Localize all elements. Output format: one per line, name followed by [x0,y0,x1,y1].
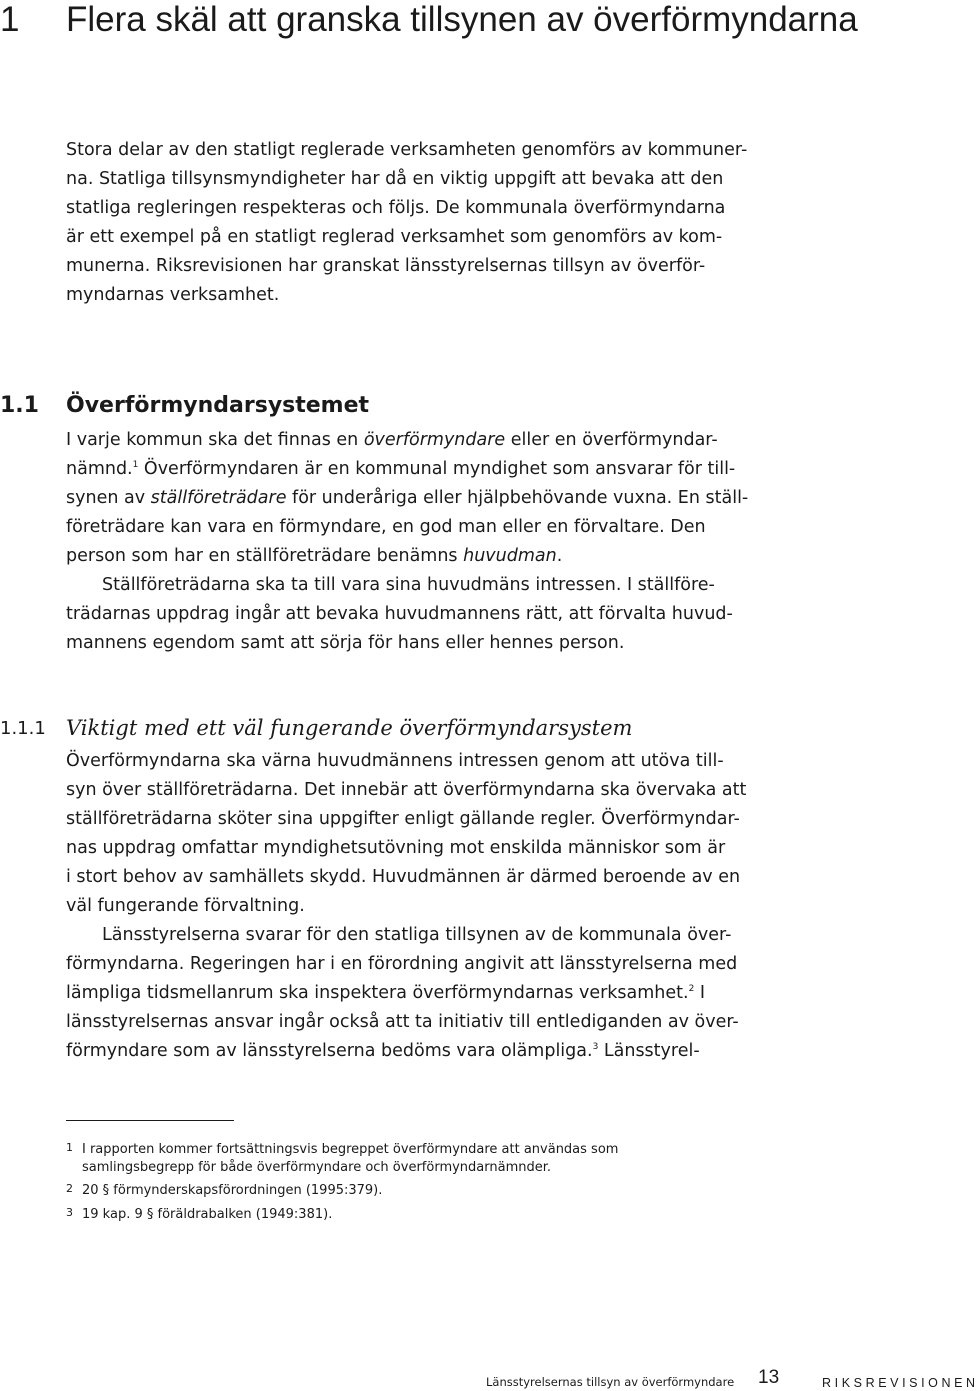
footnote-ref-3[interactable]: 3 [592,1042,599,1052]
chapter-title: Flera skäl att granska tillsynen av överförmyndarna [66,0,858,39]
subsection-line: Länsstyrelserna svarar för den statliga tillsynen av de kommunala över- [102,925,732,945]
intro-line: är ett exempel på en statligt reglerad verksamhet som genomförs av kom- [66,227,723,247]
subsection-number: 1.1.1 [0,718,46,739]
footnote-text: 20 § förmynderskapsförordningen (1995:379). [82,1183,383,1198]
subsection-title: Viktigt med ett väl fungerande överförmyndarsystem [66,716,633,740]
term-overformyndare: överförmyndare [363,430,506,450]
footnote-ref-1[interactable]: 1 [132,460,139,470]
intro-line: Stora delar av den statligt reglerade verksamheten genomförs av kommuner- [66,140,748,160]
term-stallforetradare: ställföreträdare [150,488,287,508]
intro-line: myndarnas verksamhet. [66,285,280,305]
footnote-text: samlingsbegrepp för både överförmyndare och överförmyndarnämnder. [82,1160,552,1175]
subsection-line: Överförmyndarna ska värna huvudmännens intressen genom att utöva till- [66,751,724,771]
subsection-line: länsstyrelsernas ansvar ingår också att ta initiativ till entlediganden av över- [66,1012,739,1032]
footnote-number: 2 [66,1182,73,1195]
section-line: Ställföreträdarna ska ta till vara sina huvudmäns intressen. I ställföre- [102,575,715,595]
page-number: 13 [758,1367,780,1388]
footnote-number: 1 [66,1141,73,1154]
subsection-line: i stort behov av samhällets skydd. Huvudmännen är därmed beroende av en [66,867,741,887]
term-huvudman: huvudman [463,546,557,566]
section-line: synen av ställföreträdare för underåriga eller hjälpbehövande vuxna. En ställ- [66,488,749,508]
intro-line: munerna. Riksrevisionen har granskat länsstyrelsernas tillsyn av överför- [66,256,706,276]
footnote-number: 3 [66,1206,73,1219]
section-line: person som har en ställföreträdare benämns huvudman. [66,546,563,566]
subsection-line: ställföreträdarna sköter sina uppgifter enligt gällande regler. Överförmyndar- [66,809,740,829]
footnote-divider [66,1120,234,1121]
intro-line: statliga regleringen respekteras och följs. De kommunala överförmyndarna [66,198,726,218]
footnote-text: I rapporten kommer fortsättningsvis begreppet överförmyndare att användas som [82,1142,619,1157]
section-line: företrädare kan vara en förmyndare, en god man eller en förvaltare. Den [66,517,706,537]
section-line: nämnd.$^1$ Överförmyndaren är en kommunal myndighet som ansvarar för till- [66,459,736,479]
subsection-line: förmyndarna. Regeringen har i en förordning angivit att länsstyrelserna med [66,954,738,974]
section-title: Överförmyndarsystemet [66,393,370,418]
intro-line: na. Statliga tillsynsmyndigheter har då en viktig uppgift att bevaka att den [66,169,724,189]
chapter-number: 1 [0,0,20,39]
footnote-ref-2[interactable]: 2 [688,984,695,994]
subsection-line: förmyndare som av länsstyrelserna bedöms vara olämpliga.$^3$ Länsstyrel- [66,1041,700,1061]
section-line: mannens egendom samt att sörja för hans eller hennes person. [66,633,625,653]
section-number: 1.1 [0,393,39,418]
subsection-line: väl fungerande förvaltning. [66,896,305,916]
footer-report-title: Länsstyrelsernas tillsyn av överförmyndare [486,1375,735,1389]
subsection-line: nas uppdrag omfattar myndighetsutövning mot enskilda människor som är [66,838,726,858]
section-line: trädarnas uppdrag ingår att bevaka huvudmannens rätt, att förvalta huvud- [66,604,733,624]
subsection-line: lämpliga tidsmellanrum ska inspektera överförmyndarnas verksamhet.$^2$ I [66,983,706,1003]
brand-wordmark: RIKSREVISIONEN [822,1376,979,1390]
section-line: I varje kommun ska det finnas en överförmyndare eller en överförmyndar- [66,430,718,450]
footnote-text: 19 kap. 9 § föräldrabalken (1949:381). [82,1207,333,1222]
subsection-line: syn över ställföreträdarna. Det innebär att överförmyndarna ska övervaka att [66,780,747,800]
